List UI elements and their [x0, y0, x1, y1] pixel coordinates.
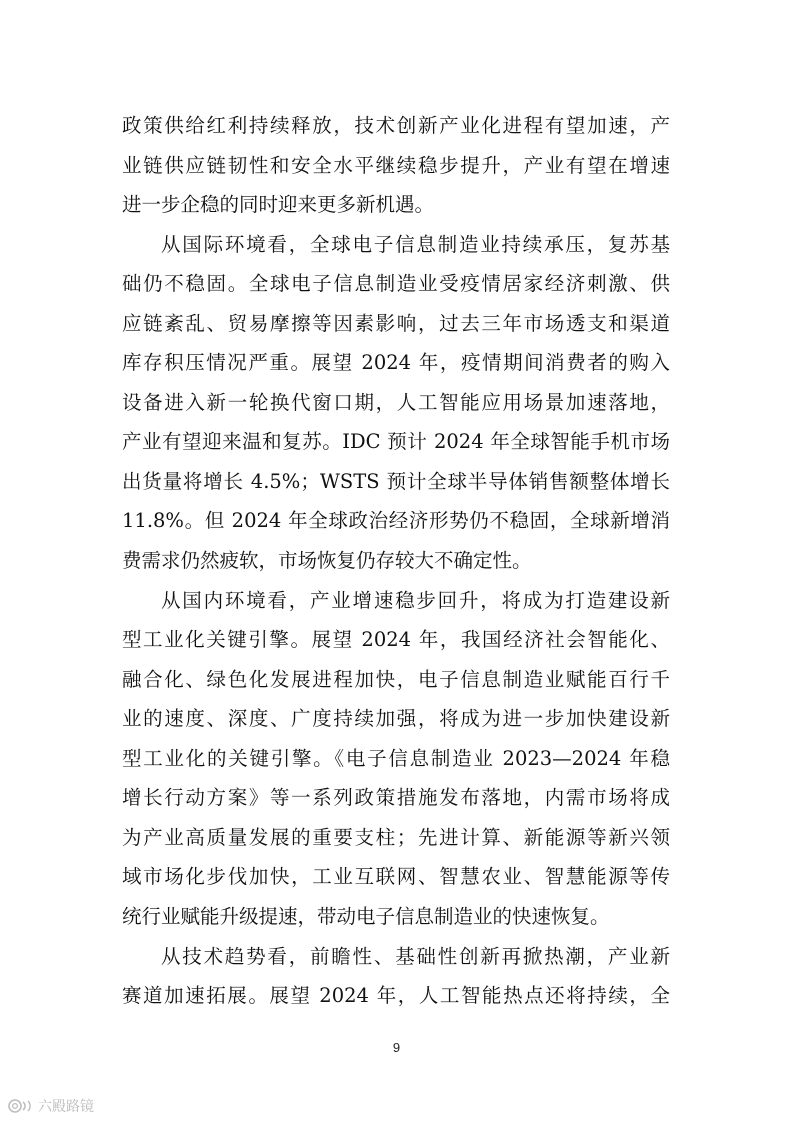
page-number: 9 [392, 1040, 401, 1055]
body-line: 11.8%。但 2024 年全球政治经济形势仍不稳固，全球新增消 [122, 509, 670, 532]
body-line: 库存积压情况严重。展望 2024 年，疫情期间消费者的购入 [122, 351, 670, 374]
body-line: 业的速度、深度、广度持续加强，将成为进一步加快建设新 [122, 707, 670, 730]
body-line: 出货量将增长 4.5%；WSTS 预计全球半导体销售额整体增长 [122, 470, 670, 493]
body-line: 设备进入新一轮换代窗口期，人工智能应用场景加速落地， [122, 391, 670, 414]
body-line: 业链供应链韧性和安全水平继续稳步提升，产业有望在增速 [122, 154, 670, 177]
paragraph-first-line: 从国内环境看，产业增速稳步回升，将成为打造建设新 [161, 589, 670, 612]
paragraph-first-line: 从国际环境看，全球电子信息制造业持续承压，复苏基 [161, 233, 670, 256]
paragraph-first-line: 从技术趋势看，前瞻性、基础性创新再掀热潮，产业新 [161, 945, 670, 968]
body-line: 政策供给红利持续释放，技术创新产业化进程有望加速，产 [122, 114, 670, 137]
body-line: 础仍不稳固。全球电子信息制造业受疫情居家经济刺激、供 [122, 272, 670, 295]
body-line: 产业有望迎来温和复苏。IDC 预计 2024 年全球智能手机市场 [122, 430, 670, 453]
body-line: 域市场化步伐加快，工业互联网、智慧农业、智慧能源等传 [122, 865, 670, 888]
body-line: 型工业化关键引擎。展望 2024 年，我国经济社会智能化、 [122, 628, 670, 651]
body-line: 费需求仍然疲软，市场恢复仍存较大不确定性。 [122, 549, 532, 572]
body-line: 为产业高质量发展的重要支柱；先进计算、新能源等新兴领 [122, 826, 670, 849]
camera-lens-icon [8, 1098, 34, 1114]
body-line: 进一步企稳的同时迎来更多新机遇。 [122, 193, 435, 216]
watermark-text: 六殿路镜 [38, 1099, 94, 1115]
body-line: 赛道加速拓展。展望 2024 年，人工智能热点还将持续，全 [122, 984, 670, 1007]
watermark [8, 1096, 94, 1116]
body-line: 型工业化的关键引擎。《电子信息制造业 2023—2024 年稳 [122, 747, 670, 770]
body-line: 统行业赋能升级提速，带动电子信息制造业的快速恢复。 [122, 905, 610, 928]
body-line: 融合化、绿色化发展进程加快，电子信息制造业赋能百行千 [122, 668, 670, 691]
body-line: 应链紊乱、贸易摩擦等因素影响，过去三年市场透支和渠道 [122, 312, 670, 335]
body-line: 增长行动方案》等一系列政策措施发布落地，内需市场将成 [122, 786, 670, 809]
